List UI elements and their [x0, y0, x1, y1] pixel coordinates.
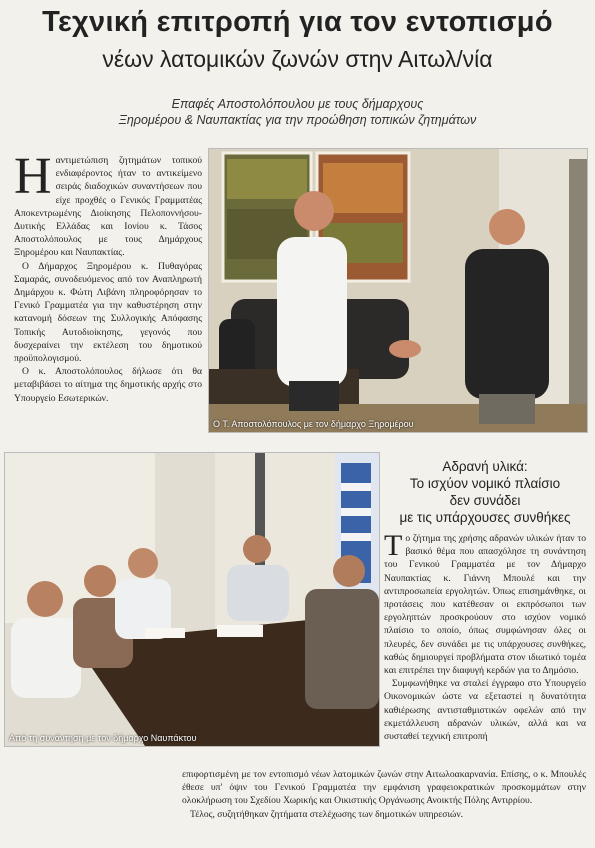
bottom-paragraph-2: Τέλος, συζητήθηκαν ζητήματα στελέχωσης των δημοτικών υπηρεσιών. [190, 808, 464, 820]
sidebar-drop-cap: Τ [384, 532, 403, 562]
sidebar-paragraph-2: Συμφωνήθηκε να σταλεί έγγραφο στο Υπουργείο Οικονομικών ώστε να εξεταστεί η δυνατότητα καθιέρωσης αντισταθμιστικών οφελών από την εκμετάλλευση αδρανών υλικών, αλλά και να συσταθεί τεχνική επιτροπή [384, 678, 586, 743]
subheadline [0, 96, 595, 128]
article-paragraph-1 [14, 154, 202, 260]
sidebar-heading [384, 458, 586, 526]
sidebar-heading-line-2: Το ισχύον νομικό πλαίσιο [409, 476, 561, 491]
sidebar-paragraph-1 [384, 532, 586, 677]
photo-handshake-image [209, 149, 587, 432]
sidebar-column [384, 532, 586, 766]
sidebar-heading-line-1: Αδρανή υλικά: [442, 459, 528, 474]
photo-meeting [4, 452, 380, 747]
subheadline-line-1: Επαφές Αποστολόπουλου με τους δήμαρχους [171, 97, 424, 111]
sidebar-paragraph-1-text: ο ζήτημα της χρήσης αδρανών υλικών ήταν το βασικό θέμα που απασχόλησε τη συνάντηση του Γενικού Γραμματέα με τον Δήμαρχο Ναυπακτίας κ. Γιάννη Μπουλέ και την αντιπροσωπεία εργολητών. Όπως επισημάνθηκε, οι προτάσεις που κατέθεσαν οι εκπρόσωποι των εργοληπτών προσκρούουν στο ισχύον νομικό πλαίσιο το οποίο, όπως συμφώνησαν όλες οι πλευρές, δεν συνάδει με τις υπάρχουσες συνθήκες, καθώς δημιουργεί προβλήματα στον ιδιωτικό τομέα και επιτρέπει την διαφυγή κερδών για το Δημόσιο. [384, 533, 586, 677]
sidebar-heading-line-4: με τις υπάρχουσες συνθήκες [399, 510, 571, 525]
photo-caption-1: Ο Τ. Αποστολόπουλος με τον δήμαρχο Ξηρομέρου [213, 419, 414, 429]
paragraph-1-text: αντιμετώπιση ζητημάτων τοπικού ενδιαφέροντος ήταν το αντικείμενο σειράς διαδοχικών συναντήσεων που είχε προχθές ο Γενικός Γραμματέας Αποκεντρωμένης Διοίκησης Πελοποννήσου-Δυτικής Ελλάδας και Ιονίου κ. Τάσος Αποστολόπουλος με τους Δημάρχους Ξηρομέρου και Ναυπακτίας. [14, 155, 202, 259]
bottom-paragraph-1: επιφορτισμένη με τον εντοπισμό νέων λατομικών ζωνών στην Αιτωλοακαρνανία. Επίσης, ο κ. Μπουλές έθεσε υπ' όψιν του Γενικού Γραμματέα την εμφάνιση γραφειοκρατικών προσκομμάτων στην ολοκλήρωση του Σχεδίου Χωρικής και Οικιστικής Οργάνωσης Ανοικτής Πόλης Αντιρρίου. [182, 769, 586, 807]
drop-cap: Η [14, 154, 52, 205]
photo-handshake [208, 148, 588, 433]
headline-line-2: νέων λατομικών ζωνών στην Αιτωλ/νία [102, 46, 493, 72]
sidebar-heading-line-3: δεν συνάδει [449, 493, 521, 508]
photo-caption-2: Από τη συνάντηση με τον δήμαρχο Ναυπάκτου [9, 733, 197, 743]
subheadline-line-2: Ξηρομέρου & Ναυπακτίας για την προώθηση τοπικών ζητημάτων [118, 113, 477, 127]
article-paragraph-2: Ο Δήμαρχος Ξηρομέρου κ. Πυθαγόρας Σαμαράς, συνοδευόμενος από τον Αναπληρωτή Δημάρχου κ. Φώτη Λιβάνη πληροφόρησαν το Γενικό Γραμματέα για την καθυστέρηση στην κατανομή δόσεων της Συλλογικής Απόφασης Τοπικής Αυτοδιοίκησης, γεγονός που δυσχεραίνει την εκτέλεση του δημοτικού προϋπολογισμού. [14, 260, 202, 365]
bottom-continuation [182, 768, 586, 842]
headline-line-1: Τεχνική επιτροπή για τον εντοπισμό [42, 6, 553, 38]
article-left-column [14, 154, 202, 444]
article-paragraph-3: Ο κ. Αποστολόπουλος δήλωσε ότι θα μεταβιβάσει το αίτημα της δημοτικής αρχής στο Υπουργείο Εσωτερικών. [14, 366, 202, 404]
photo-meeting-image [5, 453, 379, 746]
